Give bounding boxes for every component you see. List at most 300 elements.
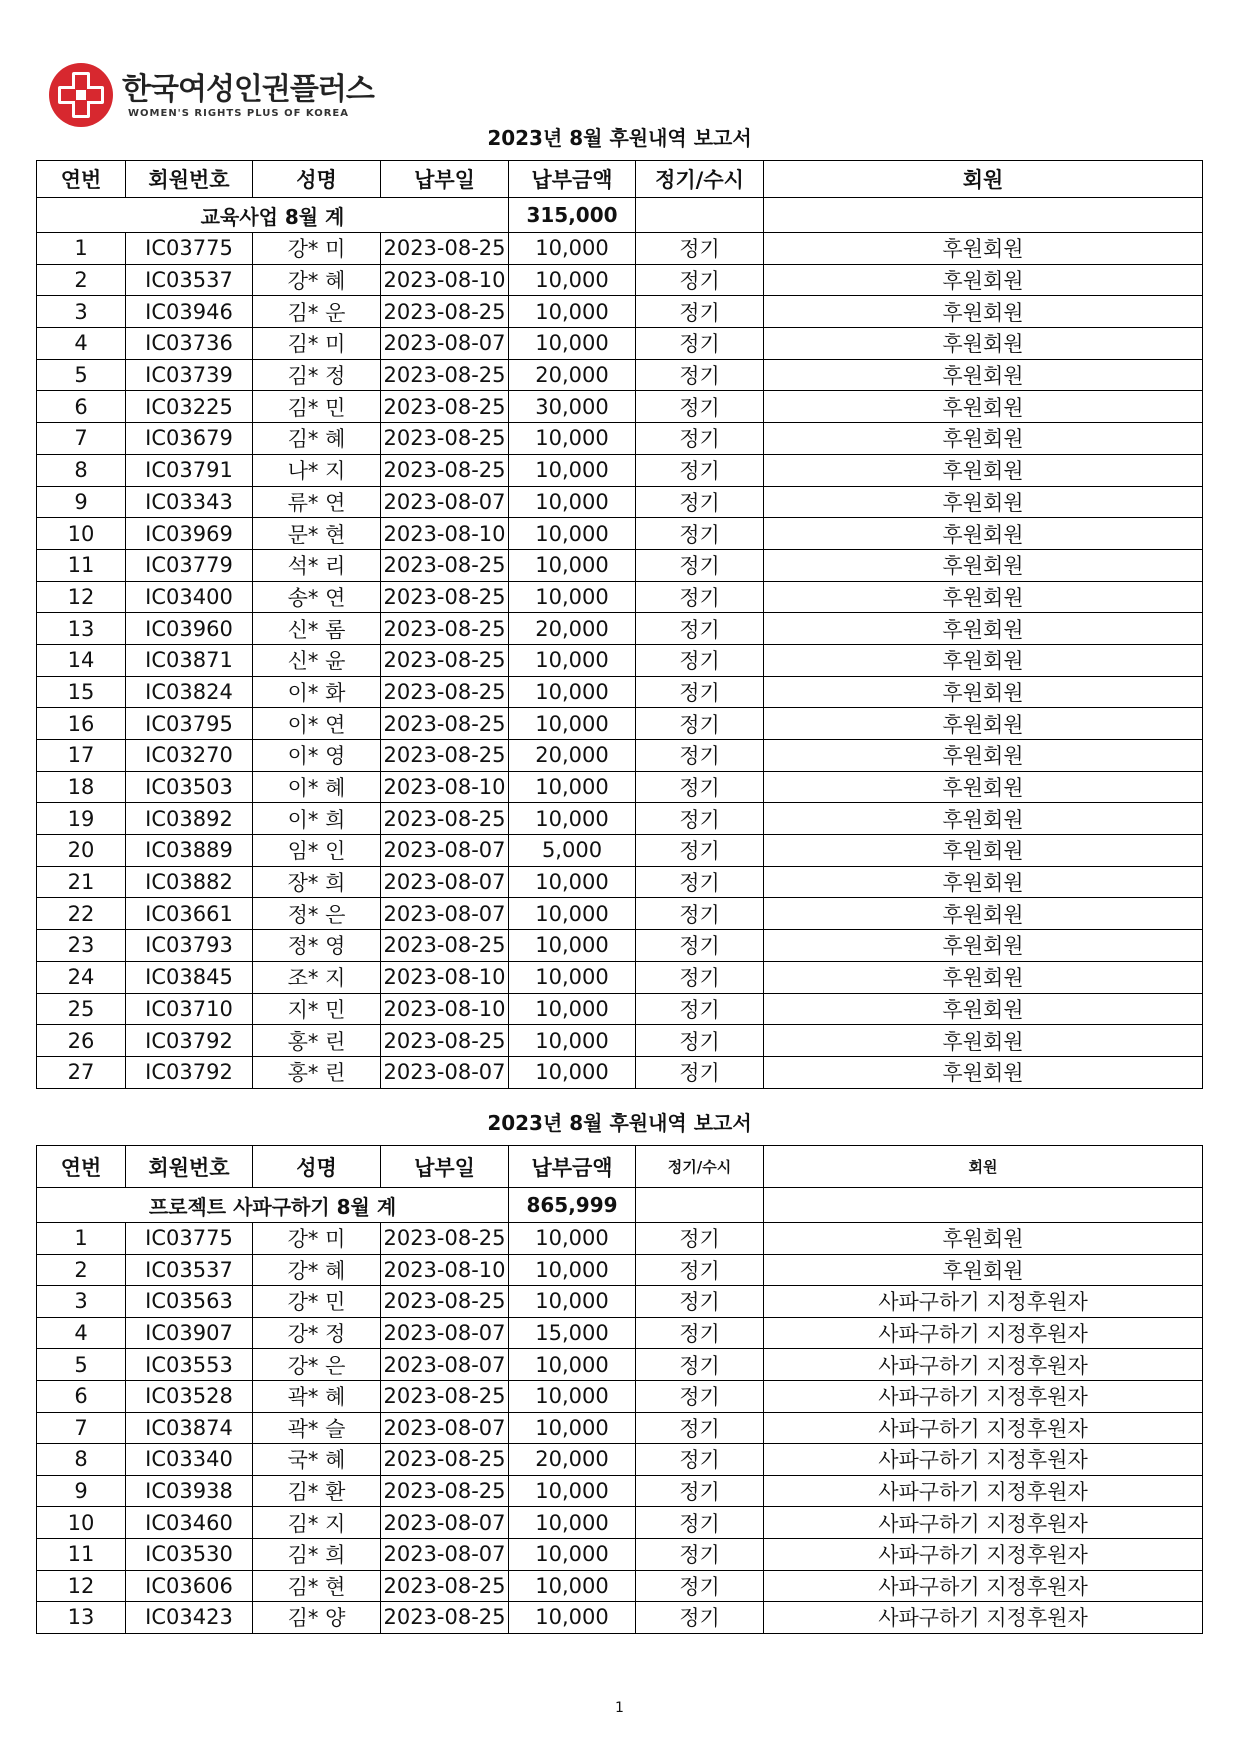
cell-name: 강* 정 — [253, 1317, 381, 1349]
cell-member-id: IC03946 — [126, 296, 253, 328]
cell-index: 13 — [37, 1602, 126, 1634]
cell-member-id: IC03793 — [126, 930, 253, 962]
cell-type: 정기 — [636, 1317, 764, 1349]
cell-name: 이* 연 — [253, 708, 381, 740]
cell-name: 석* 리 — [253, 549, 381, 581]
subtotal-amount: 315,000 — [509, 198, 636, 233]
cell-pay-date: 2023-08-07 — [381, 866, 509, 898]
cell-member: 후원회원 — [764, 1025, 1203, 1057]
cell-name: 김* 희 — [253, 1538, 381, 1570]
cell-member-id: IC03606 — [126, 1570, 253, 1602]
cell-index: 20 — [37, 835, 126, 867]
cell-type: 정기 — [636, 1286, 764, 1318]
cell-member-id: IC03775 — [126, 1223, 253, 1255]
logo-name-ko: 한국여성인권플러스 — [122, 72, 374, 107]
cell-amount: 20,000 — [509, 740, 636, 772]
cell-member-id: IC03907 — [126, 1317, 253, 1349]
header-type: 정기/수시 — [636, 1146, 764, 1188]
cell-pay-date: 2023-08-25 — [381, 676, 509, 708]
cell-type: 정기 — [636, 835, 764, 867]
cell-type: 정기 — [636, 771, 764, 803]
cell-member: 후원회원 — [764, 898, 1203, 930]
cell-pay-date: 2023-08-25 — [381, 930, 509, 962]
cell-member-id: IC03792 — [126, 1025, 253, 1057]
table-row — [37, 930, 1203, 962]
cell-type: 정기 — [636, 740, 764, 772]
cell-member-id: IC03845 — [126, 961, 253, 993]
cell-member-id: IC03503 — [126, 771, 253, 803]
cell-type: 정기 — [636, 961, 764, 993]
cell-pay-date: 2023-08-25 — [381, 1444, 509, 1476]
cell-amount: 10,000 — [509, 644, 636, 676]
header-member-id: 회원번호 — [126, 1146, 253, 1188]
cell-name: 이* 혜 — [253, 771, 381, 803]
cell-pay-date: 2023-08-25 — [381, 1380, 509, 1412]
cell-type: 정기 — [636, 1444, 764, 1476]
cell-pay-date: 2023-08-25 — [381, 233, 509, 265]
cell-member: 후원회원 — [764, 1223, 1203, 1255]
cell-type: 정기 — [636, 898, 764, 930]
cell-member-id: IC03739 — [126, 359, 253, 391]
table-row — [37, 1602, 1203, 1634]
cell-index: 25 — [37, 993, 126, 1025]
cell-amount: 10,000 — [509, 961, 636, 993]
table-row — [37, 1507, 1203, 1539]
subtotal-empty — [764, 198, 1203, 233]
cell-index: 16 — [37, 708, 126, 740]
cell-member-id: IC03779 — [126, 549, 253, 581]
header-type: 정기/수시 — [636, 161, 764, 198]
cell-name: 국* 혜 — [253, 1444, 381, 1476]
cell-member: 사파구하기 지정후원자 — [764, 1444, 1203, 1476]
cell-pay-date: 2023-08-25 — [381, 1025, 509, 1057]
cell-pay-date: 2023-08-07 — [381, 1349, 509, 1381]
cell-pay-date: 2023-08-25 — [381, 391, 509, 423]
table-row — [37, 898, 1203, 930]
cell-member-id: IC03871 — [126, 644, 253, 676]
cell-amount: 10,000 — [509, 423, 636, 455]
cell-type: 정기 — [636, 359, 764, 391]
cell-pay-date: 2023-08-25 — [381, 740, 509, 772]
cell-pay-date: 2023-08-07 — [381, 835, 509, 867]
cell-pay-date: 2023-08-25 — [381, 359, 509, 391]
cell-amount: 10,000 — [509, 1380, 636, 1412]
cell-index: 6 — [37, 1380, 126, 1412]
subtotal-empty — [764, 1188, 1203, 1223]
cell-type: 정기 — [636, 486, 764, 518]
cell-index: 2 — [37, 1254, 126, 1286]
cell-amount: 10,000 — [509, 1286, 636, 1318]
subtotal-label: 교육사업 8월 계 — [37, 198, 509, 233]
cell-member-id: IC03460 — [126, 1507, 253, 1539]
cell-type: 정기 — [636, 328, 764, 360]
cell-index: 23 — [37, 930, 126, 962]
table-row — [37, 1349, 1203, 1381]
cell-name: 나* 지 — [253, 454, 381, 486]
cell-type: 정기 — [636, 454, 764, 486]
cell-pay-date: 2023-08-25 — [381, 803, 509, 835]
cell-member-id: IC03938 — [126, 1475, 253, 1507]
table-row — [37, 1475, 1203, 1507]
table-row — [37, 1412, 1203, 1444]
cell-type: 정기 — [636, 296, 764, 328]
cell-member: 후원회원 — [764, 835, 1203, 867]
cell-member-id: IC03563 — [126, 1286, 253, 1318]
cell-amount: 10,000 — [509, 1538, 636, 1570]
cell-member-id: IC03824 — [126, 676, 253, 708]
cell-name: 임* 인 — [253, 835, 381, 867]
cell-pay-date: 2023-08-07 — [381, 1056, 509, 1088]
cell-pay-date: 2023-08-25 — [381, 454, 509, 486]
cell-member: 후원회원 — [764, 454, 1203, 486]
cell-name: 곽* 슬 — [253, 1412, 381, 1444]
cell-type: 정기 — [636, 1056, 764, 1088]
cell-name: 이* 희 — [253, 803, 381, 835]
cell-type: 정기 — [636, 866, 764, 898]
cell-member: 사파구하기 지정후원자 — [764, 1570, 1203, 1602]
cell-amount: 10,000 — [509, 803, 636, 835]
cell-name: 홍* 린 — [253, 1056, 381, 1088]
cell-name: 강* 미 — [253, 1223, 381, 1255]
cell-name: 강* 은 — [253, 1349, 381, 1381]
cell-index: 10 — [37, 518, 126, 550]
cell-member-id: IC03661 — [126, 898, 253, 930]
cell-pay-date: 2023-08-25 — [381, 708, 509, 740]
cell-pay-date: 2023-08-25 — [381, 1286, 509, 1318]
cell-pay-date: 2023-08-25 — [381, 1223, 509, 1255]
table-row — [37, 644, 1203, 676]
cell-pay-date: 2023-08-25 — [381, 549, 509, 581]
table-row — [37, 993, 1203, 1025]
cell-member: 후원회원 — [764, 549, 1203, 581]
table-row — [37, 423, 1203, 455]
subtotal-label: 프로젝트 사파구하기 8월 계 — [37, 1188, 509, 1223]
cell-pay-date: 2023-08-25 — [381, 1602, 509, 1634]
cell-amount: 10,000 — [509, 518, 636, 550]
cell-member-id: IC03736 — [126, 328, 253, 360]
cell-member: 후원회원 — [764, 613, 1203, 645]
cell-member: 후원회원 — [764, 423, 1203, 455]
cell-member-id: IC03710 — [126, 993, 253, 1025]
cell-member-id: IC03270 — [126, 740, 253, 772]
header-name: 성명 — [253, 1146, 381, 1188]
cell-name: 김* 지 — [253, 1507, 381, 1539]
cell-amount: 10,000 — [509, 1254, 636, 1286]
cell-index: 14 — [37, 644, 126, 676]
cell-pay-date: 2023-08-07 — [381, 486, 509, 518]
cell-member-id: IC03225 — [126, 391, 253, 423]
table-row — [37, 835, 1203, 867]
cell-member-id: IC03892 — [126, 803, 253, 835]
cell-index: 3 — [37, 296, 126, 328]
cell-amount: 10,000 — [509, 264, 636, 296]
cell-pay-date: 2023-08-25 — [381, 1475, 509, 1507]
table-row — [37, 961, 1203, 993]
cell-member-id: IC03340 — [126, 1444, 253, 1476]
cell-index: 3 — [37, 1286, 126, 1318]
cell-amount: 10,000 — [509, 1223, 636, 1255]
cell-name: 강* 혜 — [253, 264, 381, 296]
cell-pay-date: 2023-08-25 — [381, 296, 509, 328]
cell-member: 후원회원 — [764, 740, 1203, 772]
cell-amount: 10,000 — [509, 771, 636, 803]
cell-type: 정기 — [636, 1254, 764, 1286]
cell-index: 27 — [37, 1056, 126, 1088]
cell-name: 송* 연 — [253, 581, 381, 613]
report-title-2: 2023년 8월 후원내역 보고서 — [487, 1111, 752, 1135]
cell-member: 사파구하기 지정후원자 — [764, 1507, 1203, 1539]
table-row — [37, 581, 1203, 613]
cell-index: 12 — [37, 581, 126, 613]
cell-index: 24 — [37, 961, 126, 993]
header-pay-date: 납부일 — [381, 161, 509, 198]
table-row — [37, 1380, 1203, 1412]
cell-amount: 10,000 — [509, 454, 636, 486]
table-row — [37, 1025, 1203, 1057]
cell-member: 후원회원 — [764, 1056, 1203, 1088]
donation-table-education — [36, 160, 1203, 1089]
cell-index: 22 — [37, 898, 126, 930]
cell-index: 9 — [37, 486, 126, 518]
cell-member: 후원회원 — [764, 1254, 1203, 1286]
cell-name: 문* 현 — [253, 518, 381, 550]
cell-type: 정기 — [636, 518, 764, 550]
cell-amount: 10,000 — [509, 930, 636, 962]
cell-member: 후원회원 — [764, 328, 1203, 360]
cell-amount: 20,000 — [509, 359, 636, 391]
cell-type: 정기 — [636, 1223, 764, 1255]
logo — [46, 60, 386, 130]
cell-amount: 10,000 — [509, 708, 636, 740]
table-row — [37, 264, 1203, 296]
cell-amount: 10,000 — [509, 1475, 636, 1507]
cell-member-id: IC03775 — [126, 233, 253, 265]
cell-amount: 10,000 — [509, 1507, 636, 1539]
logo-cross-icon — [46, 60, 116, 130]
cell-name: 조* 지 — [253, 961, 381, 993]
cell-name: 김* 환 — [253, 1475, 381, 1507]
cell-index: 1 — [37, 233, 126, 265]
cell-index: 11 — [37, 549, 126, 581]
cell-member-id: IC03889 — [126, 835, 253, 867]
table-row — [37, 1538, 1203, 1570]
table-row — [37, 708, 1203, 740]
cell-pay-date: 2023-08-25 — [381, 644, 509, 676]
cell-member: 사파구하기 지정후원자 — [764, 1380, 1203, 1412]
cell-index: 8 — [37, 1444, 126, 1476]
table-row — [37, 549, 1203, 581]
cell-index: 11 — [37, 1538, 126, 1570]
cell-member: 후원회원 — [764, 866, 1203, 898]
table-row — [37, 1317, 1203, 1349]
cell-type: 정기 — [636, 1475, 764, 1507]
cell-name: 김* 운 — [253, 296, 381, 328]
logo-name-en: WOMEN'S RIGHTS PLUS OF KOREA — [128, 108, 349, 119]
cell-index: 5 — [37, 1349, 126, 1381]
cell-member: 후원회원 — [764, 486, 1203, 518]
cell-amount: 10,000 — [509, 1025, 636, 1057]
cell-name: 지* 민 — [253, 993, 381, 1025]
cell-amount: 10,000 — [509, 1412, 636, 1444]
cell-index: 7 — [37, 423, 126, 455]
cell-index: 9 — [37, 1475, 126, 1507]
cell-type: 정기 — [636, 423, 764, 455]
cell-type: 정기 — [636, 391, 764, 423]
cell-pay-date: 2023-08-25 — [381, 1570, 509, 1602]
cell-amount: 20,000 — [509, 613, 636, 645]
cell-type: 정기 — [636, 264, 764, 296]
cell-member-id: IC03423 — [126, 1602, 253, 1634]
cell-amount: 10,000 — [509, 233, 636, 265]
cell-name: 이* 영 — [253, 740, 381, 772]
cell-amount: 10,000 — [509, 866, 636, 898]
subtotal-empty — [636, 198, 764, 233]
cell-amount: 10,000 — [509, 898, 636, 930]
table-row — [37, 359, 1203, 391]
cell-name: 곽* 혜 — [253, 1380, 381, 1412]
cell-name: 이* 화 — [253, 676, 381, 708]
cell-amount: 10,000 — [509, 1602, 636, 1634]
cell-member: 사파구하기 지정후원자 — [764, 1349, 1203, 1381]
header-pay-date: 납부일 — [381, 1146, 509, 1188]
cell-type: 정기 — [636, 581, 764, 613]
cell-member: 후원회원 — [764, 803, 1203, 835]
cell-member: 후원회원 — [764, 518, 1203, 550]
cell-name: 홍* 린 — [253, 1025, 381, 1057]
cell-type: 정기 — [636, 1570, 764, 1602]
table-row — [37, 296, 1203, 328]
cell-index: 10 — [37, 1507, 126, 1539]
table-row — [37, 803, 1203, 835]
cell-index: 6 — [37, 391, 126, 423]
cell-amount: 10,000 — [509, 549, 636, 581]
cell-member-id: IC03530 — [126, 1538, 253, 1570]
cell-amount: 20,000 — [509, 1444, 636, 1476]
cell-name: 장* 희 — [253, 866, 381, 898]
cell-name: 강* 혜 — [253, 1254, 381, 1286]
table-row — [37, 740, 1203, 772]
subtotal-row — [37, 198, 1203, 233]
header-member-id: 회원번호 — [126, 161, 253, 198]
table-row — [37, 1056, 1203, 1088]
cell-index: 1 — [37, 1223, 126, 1255]
cell-amount: 10,000 — [509, 296, 636, 328]
cell-index: 26 — [37, 1025, 126, 1057]
cell-member-id: IC03960 — [126, 613, 253, 645]
cell-type: 정기 — [636, 708, 764, 740]
cell-amount: 10,000 — [509, 1056, 636, 1088]
cell-member-id: IC03400 — [126, 581, 253, 613]
cell-pay-date: 2023-08-10 — [381, 264, 509, 296]
cell-pay-date: 2023-08-07 — [381, 1317, 509, 1349]
cell-member: 후원회원 — [764, 581, 1203, 613]
cell-pay-date: 2023-08-10 — [381, 1254, 509, 1286]
cell-pay-date: 2023-08-25 — [381, 613, 509, 645]
cell-type: 정기 — [636, 930, 764, 962]
cell-member: 사파구하기 지정후원자 — [764, 1286, 1203, 1318]
cell-pay-date: 2023-08-07 — [381, 898, 509, 930]
donation-table-sapa — [36, 1145, 1203, 1634]
cell-name: 김* 정 — [253, 359, 381, 391]
header-amount: 납부금액 — [509, 161, 636, 198]
table-row — [37, 1223, 1203, 1255]
cell-type: 정기 — [636, 993, 764, 1025]
cell-member: 후원회원 — [764, 961, 1203, 993]
cell-type: 정기 — [636, 1349, 764, 1381]
header-member: 회원 — [764, 161, 1203, 198]
table-header-row — [37, 161, 1203, 198]
cell-member: 사파구하기 지정후원자 — [764, 1317, 1203, 1349]
cell-name: 김* 민 — [253, 391, 381, 423]
cell-member-id: IC03792 — [126, 1056, 253, 1088]
table-row — [37, 1570, 1203, 1602]
cell-name: 신* 윤 — [253, 644, 381, 676]
cell-amount: 10,000 — [509, 328, 636, 360]
cell-index: 5 — [37, 359, 126, 391]
cell-index: 8 — [37, 454, 126, 486]
cell-type: 정기 — [636, 233, 764, 265]
table-body — [37, 1223, 1203, 1634]
cell-amount: 10,000 — [509, 993, 636, 1025]
cell-name: 류* 연 — [253, 486, 381, 518]
header-amount: 납부금액 — [509, 1146, 636, 1188]
header-index: 연번 — [37, 1146, 126, 1188]
cell-type: 정기 — [636, 1025, 764, 1057]
cell-type: 정기 — [636, 803, 764, 835]
cell-member-id: IC03343 — [126, 486, 253, 518]
table-row — [37, 866, 1203, 898]
cell-pay-date: 2023-08-10 — [381, 993, 509, 1025]
cell-member-id: IC03528 — [126, 1380, 253, 1412]
table-row — [37, 454, 1203, 486]
cell-member: 사파구하기 지정후원자 — [764, 1602, 1203, 1634]
table-row — [37, 613, 1203, 645]
cell-pay-date: 2023-08-07 — [381, 1507, 509, 1539]
cell-name: 강* 미 — [253, 233, 381, 265]
table-row — [37, 391, 1203, 423]
cell-member-id: IC03791 — [126, 454, 253, 486]
cell-index: 17 — [37, 740, 126, 772]
cell-name: 신* 롬 — [253, 613, 381, 645]
table-row — [37, 1286, 1203, 1318]
cell-member: 후원회원 — [764, 993, 1203, 1025]
cell-amount: 10,000 — [509, 1349, 636, 1381]
cell-index: 21 — [37, 866, 126, 898]
cell-type: 정기 — [636, 676, 764, 708]
cell-member: 후원회원 — [764, 930, 1203, 962]
table-header-row — [37, 1146, 1203, 1188]
header-member: 회원 — [764, 1146, 1203, 1188]
cell-amount: 5,000 — [509, 835, 636, 867]
cell-name: 김* 혜 — [253, 423, 381, 455]
table-row — [37, 233, 1203, 265]
cell-pay-date: 2023-08-07 — [381, 1538, 509, 1570]
cell-member: 후원회원 — [764, 676, 1203, 708]
table-row — [37, 328, 1203, 360]
cell-type: 정기 — [636, 1538, 764, 1570]
subtotal-amount: 865,999 — [509, 1188, 636, 1223]
subtotal-empty — [636, 1188, 764, 1223]
cell-name: 강* 민 — [253, 1286, 381, 1318]
cell-pay-date: 2023-08-25 — [381, 581, 509, 613]
cell-amount: 10,000 — [509, 1570, 636, 1602]
cell-name: 김* 양 — [253, 1602, 381, 1634]
cell-name: 정* 영 — [253, 930, 381, 962]
cell-index: 7 — [37, 1412, 126, 1444]
cell-amount: 10,000 — [509, 486, 636, 518]
cell-type: 정기 — [636, 549, 764, 581]
cell-index: 12 — [37, 1570, 126, 1602]
